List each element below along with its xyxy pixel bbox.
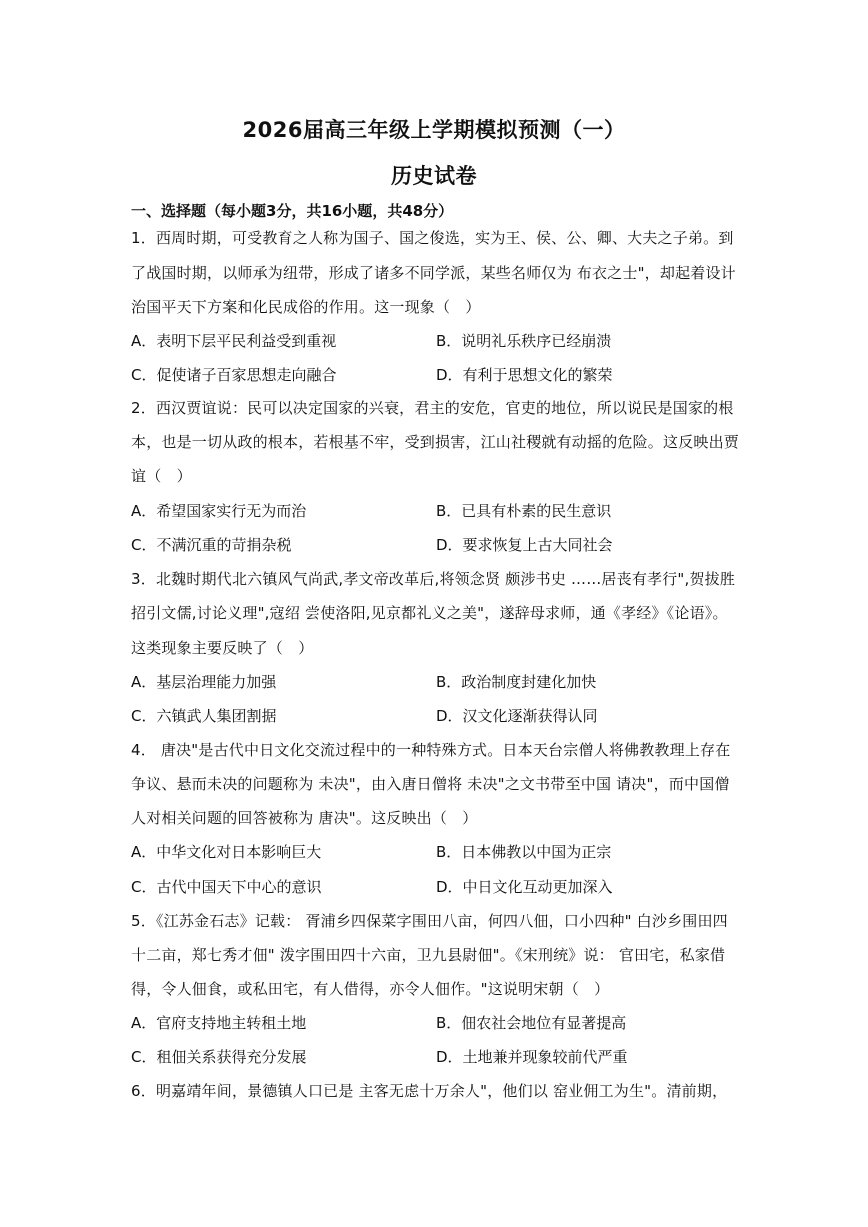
- question-6-line-1: 6．明嘉靖年间，景德镇人口已是 主客无虑十万余人"，他们以 窑业佣工为生"。清前期，: [131, 1082, 728, 1100]
- question-2-line-1: 2．西汉贾谊说：民可以决定国家的兴衰，君主的安危，官吏的地位，所以说民是国家的根: [131, 399, 734, 417]
- question-1-line-2: 了战国时期，以师承为纽带，形成了诸多不同学派，某些名师仅为 布衣之士"，却起着设计: [131, 264, 736, 282]
- question-1-line-3: 治国平天下方案和化民成俗的作用。这一现象（ ）: [131, 298, 481, 316]
- question-5-option-b: B．佃农社会地位有显著提高: [436, 1014, 627, 1032]
- question-2-line-2: 本，也是一切从政的根本，若根基不牢，受到损害，江山社稷就有动摇的危险。这反映出贾: [131, 433, 740, 451]
- question-5-option-d: D．土地兼并现象较前代严重: [436, 1048, 628, 1066]
- question-1-option-d: D．有利于思想文化的繁荣: [436, 366, 613, 384]
- question-5-option-c: C．租佃关系获得充分发展: [131, 1048, 307, 1066]
- question-4-option-c: C．古代中国天下中心的意识: [131, 878, 322, 896]
- question-5-line-1: 5．《江苏金石志》记载： 胥浦乡四保菜字围田八亩，何四八佃，口小四种" 白沙乡围田四: [131, 912, 728, 930]
- question-2-option-d: D．要求恢复上古大同社会: [436, 536, 613, 554]
- question-3-option-d: D．汉文化逐渐获得认同: [436, 707, 598, 725]
- question-4-line-3: 人对相关问题的回答被称为 唐决"。这反映出（ ）: [131, 809, 478, 827]
- question-5-option-a: A．官府支持地主转租土地: [131, 1014, 307, 1032]
- question-3-option-b: B．政治制度封建化加快: [436, 673, 597, 691]
- section-heading: 一、选择题（每小题3分，共16小题，共48分）: [131, 202, 454, 220]
- question-5-line-3: 得，令人佃食，或私田宅，有人借得，亦令人佃作。"这说明宋朝（ ）: [131, 980, 610, 998]
- question-2-line-3: 谊（ ）: [131, 467, 192, 485]
- question-5-line-2: 十二亩，郑七秀才佃" 泼字围田四十六亩，卫九县尉佃"。《宋刑统》说： 官田宅，私家借: [131, 946, 726, 964]
- question-2-option-a: A．希望国家实行无为而治: [131, 502, 307, 520]
- question-4-option-d: D．中日文化互动更加深入: [436, 878, 613, 896]
- question-1-option-b: B．说明礼乐秩序已经崩溃: [436, 332, 612, 350]
- question-4-line-2: 争议、悬而未决的问题称为 未决"，由入唐日僧将 未决"之文书带至中国 请决"，而中国僧: [131, 775, 730, 793]
- question-2-option-b: B．已具有朴素的民生意识: [436, 502, 612, 520]
- question-1-line-1: 1．西周时期，可受教育之人称为国子、国之俊选，实为王、侯、公、卿、大夫之子弟。到: [131, 229, 734, 247]
- question-3-line-1: 3．北魏时期代北六镇风气尚武,孝文帝改革后,将领念贤 颇涉书史 ……居丧有孝行",贺拔胜: [131, 570, 736, 588]
- question-1-option-a: A．表明下层平民利益受到重视: [131, 332, 337, 350]
- question-3-line-2: 招引文儒,讨论义理",寇绍 尝使洛阳,见京都礼义之美"，遂辞母求师，通《孝经》《论语》。: [131, 604, 728, 622]
- question-4-line-1: 4． 唐决"是古代中日文化交流过程中的一种特殊方式。日本天台宗僧人将佛教教理上存在: [131, 741, 731, 759]
- question-3-option-a: A．基层治理能力加强: [131, 673, 277, 691]
- question-1-option-c: C．促使诸子百家思想走向融合: [131, 366, 337, 384]
- question-4-option-a: A．中华文化对日本影响巨大: [131, 843, 322, 861]
- question-2-option-c: C．不满沉重的苛捐杂税: [131, 536, 292, 554]
- exam-subtitle: 历史试卷: [391, 164, 477, 188]
- question-3-line-3: 这类现象主要反映了（ ）: [131, 639, 314, 657]
- exam-title: 2026届高三年级上学期模拟预测（一）: [242, 118, 626, 142]
- question-4-option-b: B．日本佛教以中国为正宗: [436, 843, 612, 861]
- question-3-option-c: C．六镇武人集团割据: [131, 707, 277, 725]
